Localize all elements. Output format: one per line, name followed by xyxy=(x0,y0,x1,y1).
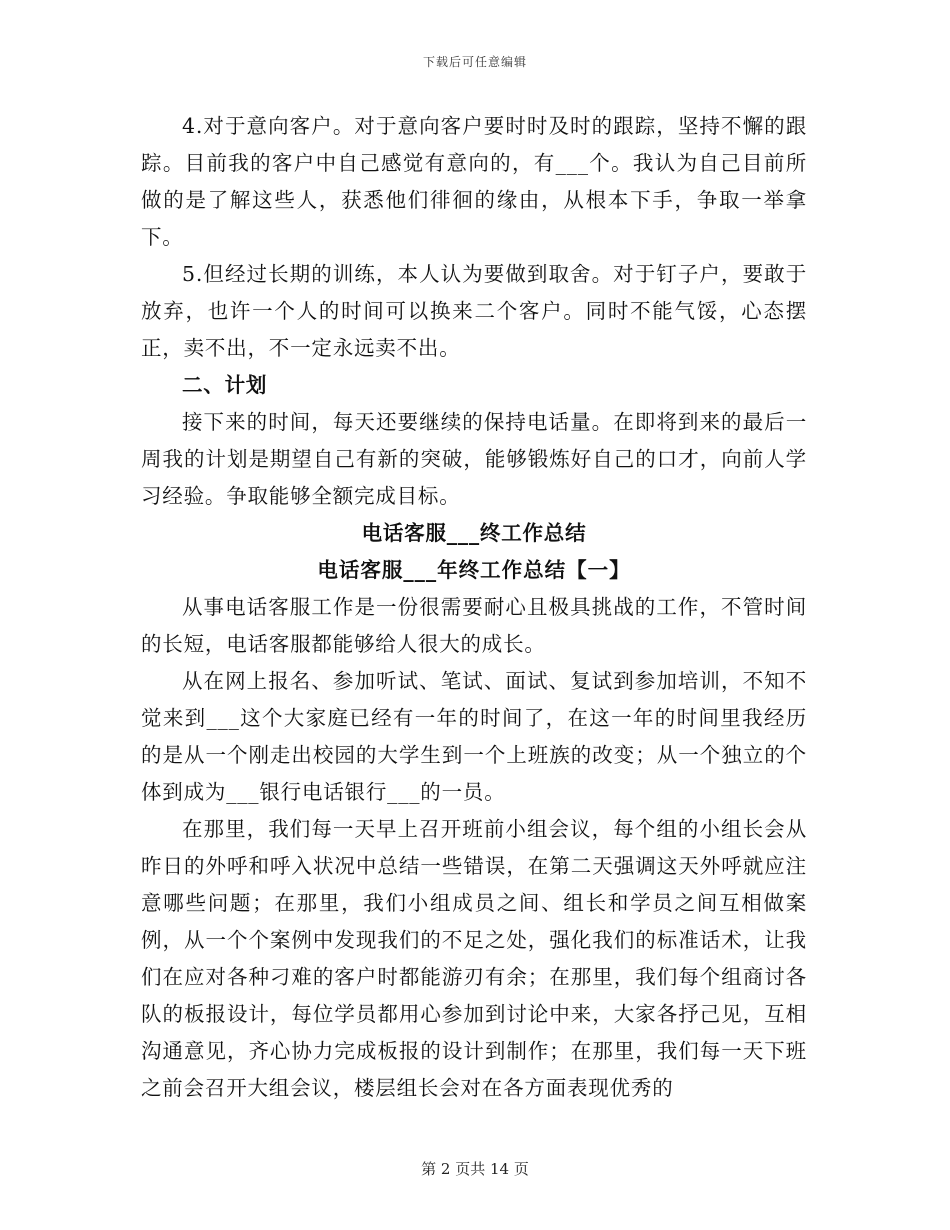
section-heading-plan: 二、计划 xyxy=(182,373,268,397)
document-subtitle: 电话客服___年终工作总结【一】 xyxy=(317,558,631,582)
document-body xyxy=(141,108,807,1107)
paragraph-trade-offs: 5.但经过长期的训练，本人认为要做到取舍。对于钉子户，要敢于放弃，也许一个人的时间可以换来二个客户。同时不能气馁，心态摆正，卖不出，不一定永远卖不出。 xyxy=(141,262,807,360)
paragraph-daily-routine: 在那里，我们每一天早上召开班前小组会议，每个组的小组长会从昨日的外呼和呼入状况中总结一些错误，在第二天强调这天外呼就应注意哪些问题；在那里，我们小组成员之间、组长和学员之间互相做案例，从一个个案例中发现我们的不足之处，强化我们的标准话术，让我们在应对各种刁难的客户时都能游刃有余；在那里，我们每个组商讨各队的板报设计，每位学员都用心参加到讨论中来，大家各抒己见，互相沟通意见，齐心协力完成板报的设计到制作；在那里，我们每一天下班之前会召开大组会议，楼层组长会对在各方面表现优秀的 xyxy=(141,817,807,1100)
paragraph-intent-customers: 4.对于意向客户。对于意向客户要时时及时的跟踪，坚持不懈的跟踪。目前我的客户中自己感觉有意向的，有___个。我认为自己目前所做的是了解这些人，获悉他们徘徊的缘由，从根本下手，争取一举拿下。 xyxy=(141,114,807,249)
paragraph-journey: 从在网上报名、参加听试、笔试、面试、复试到参加培训，不知不觉来到___这个大家庭已经有一年的时间了，在这一年的时间里我经历的是从一个刚走出校园的大学生到一个上班族的改变；从一个独立的个体到成为___银行电话银行___的一员。 xyxy=(141,669,807,804)
paragraph-intro: 从事电话客服工作是一份很需要耐心且极具挑战的工作，不管时间的长短，电话客服都能够给人很大的成长。 xyxy=(141,595,807,656)
page-number: 第 2 页共 14 页 xyxy=(421,1160,529,1178)
page-header-note: 下载后可任意编辑 xyxy=(422,55,527,69)
paragraph-plan: 接下来的时间，每天还要继续的保持电话量。在即将到来的最后一周我的计划是期望自己有新的突破，能够锻炼好自己的口才，向前人学习经验。争取能够全额完成目标。 xyxy=(141,410,807,508)
document-title: 电话客服___终工作总结 xyxy=(361,521,587,545)
